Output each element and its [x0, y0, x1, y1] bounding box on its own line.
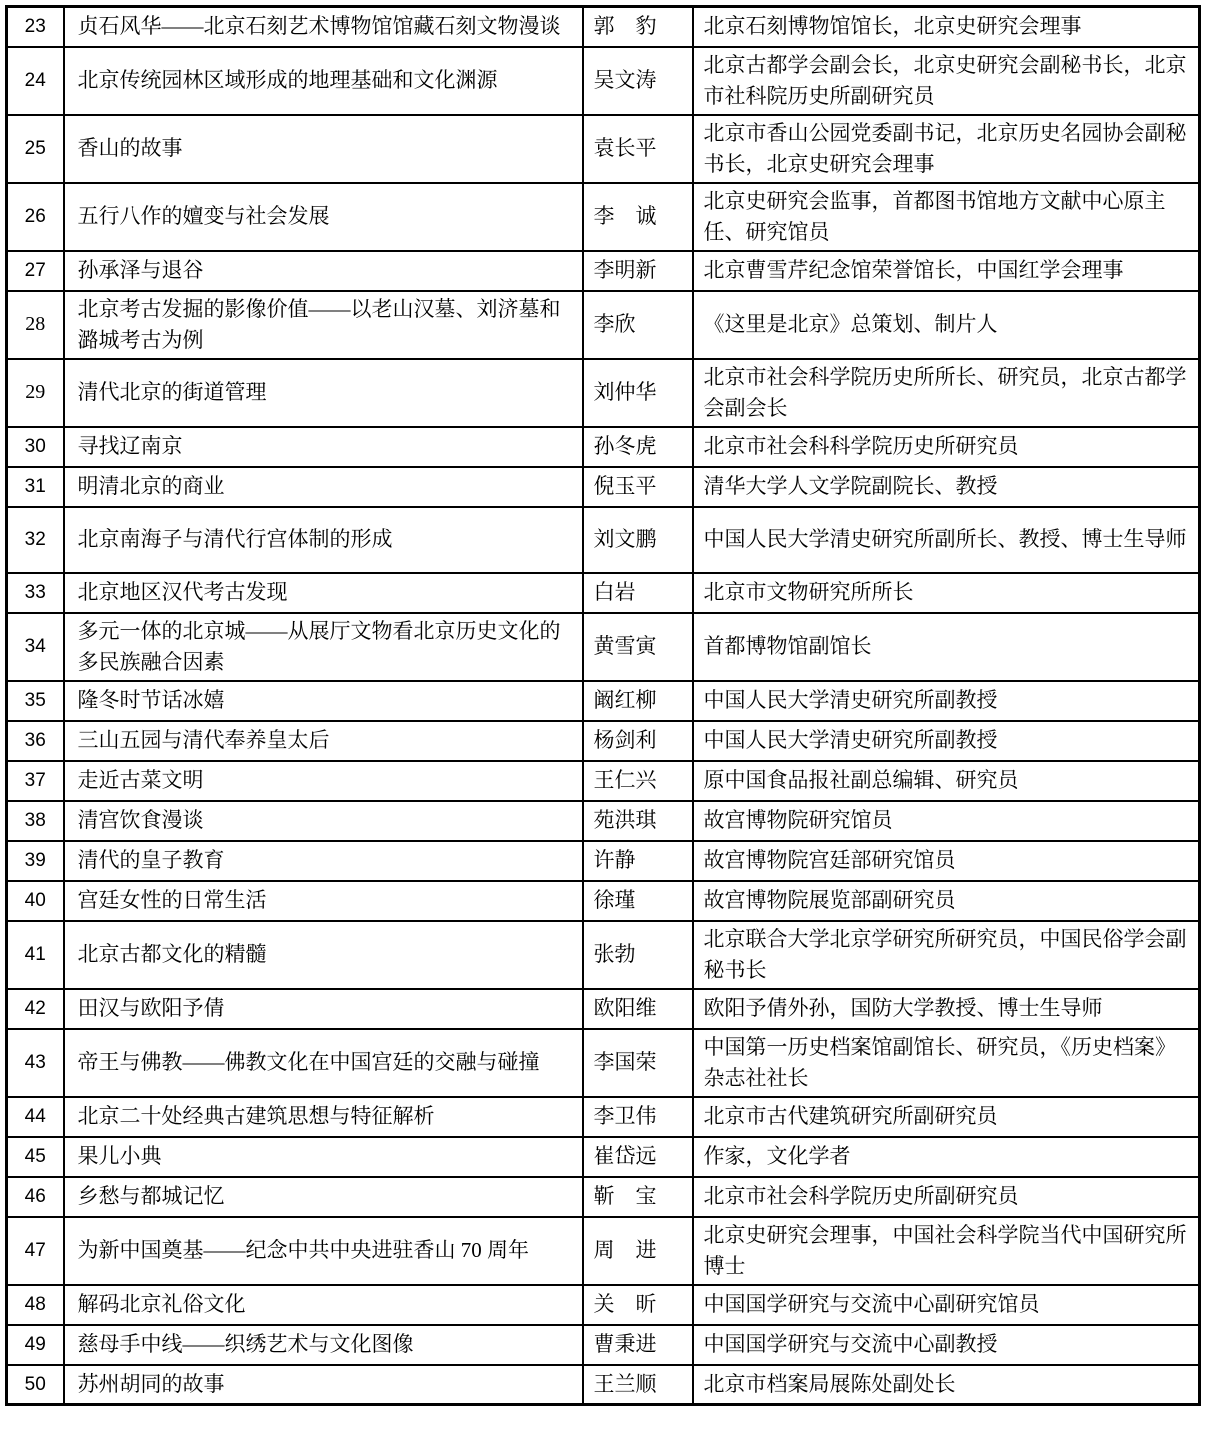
lecture-title-cell: 走近古菜文明 [64, 761, 583, 801]
lecture-title-cell: 孙承泽与退谷 [64, 251, 583, 291]
row-number-cell: 50 [7, 1365, 64, 1405]
speaker-affiliation-cell: 北京史研究会理事，中国社会科学院当代中国研究所博士 [693, 1217, 1200, 1285]
speaker-name-cell: 李卫伟 [583, 1097, 693, 1137]
row-number-cell: 40 [7, 881, 64, 921]
row-number-cell: 48 [7, 1285, 64, 1325]
speaker-name-cell: 崔岱远 [583, 1137, 693, 1177]
lecture-title-cell: 北京地区汉代考古发现 [64, 573, 583, 613]
speaker-name-cell: 王兰顺 [583, 1365, 693, 1405]
speaker-affiliation-cell: 首都博物馆副馆长 [693, 613, 1200, 681]
lecture-title-cell: 隆冬时节话冰嬉 [64, 681, 583, 721]
speaker-affiliation-cell: 故宫博物院研究馆员 [693, 801, 1200, 841]
speaker-name-cell: 李欣 [583, 291, 693, 359]
lecture-title-cell: 五行八作的嬗变与社会发展 [64, 183, 583, 251]
lecture-title-cell: 田汉与欧阳予倩 [64, 989, 583, 1029]
table-row [7, 1217, 1200, 1285]
speaker-name-cell: 李 诚 [583, 183, 693, 251]
speaker-name-cell: 孙冬虎 [583, 427, 693, 467]
row-number-cell: 38 [7, 801, 64, 841]
speaker-affiliation-cell: 中国国学研究与交流中心副研究馆员 [693, 1285, 1200, 1325]
row-number-cell: 30 [7, 427, 64, 467]
speaker-affiliation-cell: 清华大学人文学院副院长、教授 [693, 467, 1200, 507]
lecture-table [5, 5, 1201, 1406]
table-row [7, 427, 1200, 467]
row-number-cell: 39 [7, 841, 64, 881]
row-number-cell: 36 [7, 721, 64, 761]
speaker-name-cell: 白岩 [583, 573, 693, 613]
speaker-affiliation-cell: 中国第一历史档案馆副馆长、研究员，《历史档案》杂志社社长 [693, 1029, 1200, 1097]
speaker-affiliation-cell: 北京市社会科科学院历史所研究员 [693, 427, 1200, 467]
table-row [7, 681, 1200, 721]
table-row [7, 881, 1200, 921]
speaker-name-cell: 曹秉进 [583, 1325, 693, 1365]
speaker-name-cell: 郭 豹 [583, 7, 693, 47]
lecture-title-cell: 贞石风华——北京石刻艺术博物馆馆藏石刻文物漫谈 [64, 7, 583, 47]
table-row [7, 801, 1200, 841]
speaker-affiliation-cell: 作家，文化学者 [693, 1137, 1200, 1177]
table-row [7, 1097, 1200, 1137]
table-row [7, 761, 1200, 801]
lecture-title-cell: 清代北京的街道管理 [64, 359, 583, 427]
lecture-title-cell: 慈母手中线——织绣艺术与文化图像 [64, 1325, 583, 1365]
lecture-title-cell: 苏州胡同的故事 [64, 1365, 583, 1405]
speaker-affiliation-cell: 北京市社会科学院历史所所长、研究员，北京古都学会副会长 [693, 359, 1200, 427]
speaker-affiliation-cell: 北京市古代建筑研究所副研究员 [693, 1097, 1200, 1137]
speaker-name-cell: 欧阳维 [583, 989, 693, 1029]
speaker-name-cell: 李国荣 [583, 1029, 693, 1097]
lecture-title-cell: 解码北京礼俗文化 [64, 1285, 583, 1325]
table-row [7, 115, 1200, 183]
speaker-affiliation-cell: 欧阳予倩外孙，国防大学教授、博士生导师 [693, 989, 1200, 1029]
speaker-affiliation-cell: 北京市香山公园党委副书记，北京历史名园协会副秘书长，北京史研究会理事 [693, 115, 1200, 183]
row-number-cell: 33 [7, 573, 64, 613]
row-number-cell: 31 [7, 467, 64, 507]
speaker-affiliation-cell: 中国人民大学清史研究所副教授 [693, 681, 1200, 721]
speaker-name-cell: 许静 [583, 841, 693, 881]
lecture-title-cell: 北京二十处经典古建筑思想与特征解析 [64, 1097, 583, 1137]
speaker-affiliation-cell: 故宫博物院展览部副研究员 [693, 881, 1200, 921]
row-number-cell: 26 [7, 183, 64, 251]
lecture-title-cell: 清宫饮食漫谈 [64, 801, 583, 841]
speaker-affiliation-cell: 北京古都学会副会长，北京史研究会副秘书长，北京市社科院历史所副研究员 [693, 47, 1200, 115]
speaker-affiliation-cell: 北京市社会科学院历史所副研究员 [693, 1177, 1200, 1217]
table-row [7, 1285, 1200, 1325]
lecture-title-cell: 明清北京的商业 [64, 467, 583, 507]
lecture-title-cell: 乡愁与都城记忆 [64, 1177, 583, 1217]
speaker-affiliation-cell: 原中国食品报社副总编辑、研究员 [693, 761, 1200, 801]
lecture-title-cell: 为新中国奠基——纪念中共中央进驻香山 70 周年 [64, 1217, 583, 1285]
table-body [7, 7, 1200, 1405]
lecture-title-cell: 寻找辽南京 [64, 427, 583, 467]
row-number-cell: 37 [7, 761, 64, 801]
row-number-cell: 42 [7, 989, 64, 1029]
table-row [7, 7, 1200, 47]
lecture-title-cell: 香山的故事 [64, 115, 583, 183]
table-row [7, 841, 1200, 881]
lecture-title-cell: 北京古都文化的精髓 [64, 921, 583, 989]
speaker-name-cell: 徐瑾 [583, 881, 693, 921]
speaker-name-cell: 袁长平 [583, 115, 693, 183]
table-row [7, 467, 1200, 507]
lecture-title-cell: 果儿小典 [64, 1137, 583, 1177]
speaker-name-cell: 阚红柳 [583, 681, 693, 721]
speaker-affiliation-cell: 北京市档案局展陈处副处长 [693, 1365, 1200, 1405]
speaker-affiliation-cell: 北京石刻博物馆馆长，北京史研究会理事 [693, 7, 1200, 47]
speaker-affiliation-cell: 《这里是北京》总策划、制片人 [693, 291, 1200, 359]
speaker-affiliation-cell: 北京曹雪芹纪念馆荣誉馆长，中国红学会理事 [693, 251, 1200, 291]
lecture-title-cell: 宫廷女性的日常生活 [64, 881, 583, 921]
lecture-title-cell: 清代的皇子教育 [64, 841, 583, 881]
row-number-cell: 34 [7, 613, 64, 681]
speaker-name-cell: 杨剑利 [583, 721, 693, 761]
row-number-cell: 43 [7, 1029, 64, 1097]
table-row [7, 1177, 1200, 1217]
row-number-cell: 46 [7, 1177, 64, 1217]
table-row [7, 1137, 1200, 1177]
speaker-name-cell: 苑洪琪 [583, 801, 693, 841]
speaker-affiliation-cell: 北京市文物研究所所长 [693, 573, 1200, 613]
table-row [7, 359, 1200, 427]
speaker-name-cell: 黄雪寅 [583, 613, 693, 681]
table-row [7, 47, 1200, 115]
table-row [7, 1365, 1200, 1405]
table-row [7, 921, 1200, 989]
row-number-cell: 28 [7, 291, 64, 359]
lecture-title-cell: 多元一体的北京城——从展厅文物看北京历史文化的多民族融合因素 [64, 613, 583, 681]
speaker-name-cell: 靳 宝 [583, 1177, 693, 1217]
row-number-cell: 49 [7, 1325, 64, 1365]
table-row [7, 1325, 1200, 1365]
row-number-cell: 44 [7, 1097, 64, 1137]
row-number-cell: 24 [7, 47, 64, 115]
speaker-affiliation-cell: 北京联合大学北京学研究所研究员，中国民俗学会副秘书长 [693, 921, 1200, 989]
speaker-affiliation-cell: 北京史研究会监事，首都图书馆地方文献中心原主任、研究馆员 [693, 183, 1200, 251]
row-number-cell: 25 [7, 115, 64, 183]
table-row [7, 613, 1200, 681]
speaker-name-cell: 王仁兴 [583, 761, 693, 801]
row-number-cell: 47 [7, 1217, 64, 1285]
row-number-cell: 45 [7, 1137, 64, 1177]
speaker-name-cell: 张勃 [583, 921, 693, 989]
lecture-title-cell: 三山五园与清代奉养皇太后 [64, 721, 583, 761]
table-row [7, 251, 1200, 291]
table-row [7, 573, 1200, 613]
table-row [7, 721, 1200, 761]
lecture-title-cell: 北京传统园林区域形成的地理基础和文化渊源 [64, 47, 583, 115]
speaker-name-cell: 李明新 [583, 251, 693, 291]
speaker-affiliation-cell: 中国人民大学清史研究所副教授 [693, 721, 1200, 761]
speaker-name-cell: 刘仲华 [583, 359, 693, 427]
table-row [7, 989, 1200, 1029]
lecture-title-cell: 北京南海子与清代行宫体制的形成 [64, 507, 583, 573]
lecture-title-cell: 北京考古发掘的影像价值——以老山汉墓、刘济墓和潞城考古为例 [64, 291, 583, 359]
row-number-cell: 23 [7, 7, 64, 47]
speaker-name-cell: 吴文涛 [583, 47, 693, 115]
speaker-name-cell: 倪玉平 [583, 467, 693, 507]
speaker-name-cell: 关 昕 [583, 1285, 693, 1325]
row-number-cell: 41 [7, 921, 64, 989]
table-row [7, 507, 1200, 573]
table-row [7, 183, 1200, 251]
row-number-cell: 27 [7, 251, 64, 291]
speaker-name-cell: 周 进 [583, 1217, 693, 1285]
table-row [7, 291, 1200, 359]
speaker-name-cell: 刘文鹏 [583, 507, 693, 573]
row-number-cell: 35 [7, 681, 64, 721]
speaker-affiliation-cell: 故宫博物院宫廷部研究馆员 [693, 841, 1200, 881]
row-number-cell: 32 [7, 507, 64, 573]
row-number-cell: 29 [7, 359, 64, 427]
speaker-affiliation-cell: 中国人民大学清史研究所副所长、教授、博士生导师 [693, 507, 1200, 573]
speaker-affiliation-cell: 中国国学研究与交流中心副教授 [693, 1325, 1200, 1365]
table-row [7, 1029, 1200, 1097]
lecture-title-cell: 帝王与佛教——佛教文化在中国宫廷的交融与碰撞 [64, 1029, 583, 1097]
